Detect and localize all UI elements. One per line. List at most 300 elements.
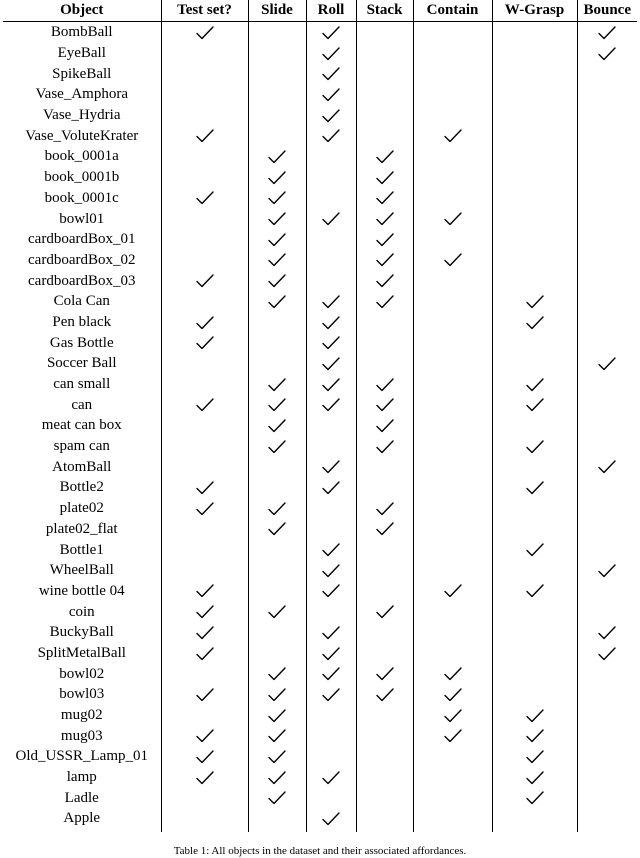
checkmark-icon	[268, 771, 286, 785]
slide-cell	[248, 601, 306, 622]
w-grasp-cell	[492, 767, 577, 788]
slide-cell	[248, 332, 306, 353]
roll-cell	[306, 705, 356, 726]
bounce-cell	[577, 270, 637, 291]
object-name-cell: WheelBall	[49, 562, 114, 579]
w-grasp-cell	[492, 746, 577, 767]
bounce-cell	[577, 63, 637, 84]
checkmark-icon	[268, 502, 286, 516]
test-set-cell	[161, 415, 248, 436]
test-set-cell	[161, 663, 248, 684]
bounce-cell	[577, 353, 637, 374]
bounce-cell	[577, 374, 637, 395]
contain-cell	[413, 477, 492, 498]
test-set-cell	[161, 84, 248, 105]
test-set-cell	[161, 22, 248, 43]
checkmark-icon	[268, 191, 286, 205]
checkmark-icon	[268, 233, 286, 247]
w-grasp-cell	[492, 601, 577, 622]
slide-cell	[248, 746, 306, 767]
contain-cell	[413, 208, 492, 229]
roll-cell	[306, 643, 356, 664]
w-grasp-cell	[492, 374, 577, 395]
checkmark-icon	[376, 522, 394, 536]
stack-cell	[356, 643, 413, 664]
slide-cell	[248, 622, 306, 643]
w-grasp-cell	[492, 560, 577, 581]
stack-cell	[356, 663, 413, 684]
header-test-set: Test set?	[161, 0, 248, 22]
roll-cell	[306, 291, 356, 312]
checkmark-icon	[376, 440, 394, 454]
checkmark-icon	[268, 295, 286, 309]
checkmark-icon	[526, 316, 544, 330]
checkmark-icon	[322, 688, 340, 702]
w-grasp-cell	[492, 725, 577, 746]
checkmark-icon	[376, 150, 394, 164]
stack-cell	[356, 146, 413, 167]
bounce-cell	[577, 312, 637, 333]
table-row	[3, 725, 637, 746]
stack-cell	[356, 560, 413, 581]
checkmark-icon	[444, 688, 462, 702]
roll-cell	[306, 498, 356, 519]
bounce-cell	[577, 725, 637, 746]
object-name-cell: Soccer Ball	[46, 355, 117, 372]
checkmark-icon	[598, 47, 616, 61]
table-row	[3, 374, 637, 395]
table-row	[3, 456, 637, 477]
table-row	[3, 146, 637, 167]
table-row	[3, 415, 637, 436]
roll-cell	[306, 208, 356, 229]
stack-cell	[356, 705, 413, 726]
w-grasp-cell	[492, 808, 577, 832]
stack-cell	[356, 22, 413, 43]
checkmark-icon	[322, 295, 340, 309]
checkmark-icon	[268, 419, 286, 433]
object-name-cell: SplitMetalBall	[37, 644, 126, 661]
w-grasp-cell	[492, 498, 577, 519]
stack-cell	[356, 353, 413, 374]
checkmark-icon	[196, 502, 214, 516]
object-name-cell: mug03	[60, 727, 103, 744]
table-row	[3, 684, 637, 705]
bounce-cell	[577, 146, 637, 167]
affordance-table-container	[3, 0, 637, 832]
contain-cell	[413, 167, 492, 188]
object-name-cell: AtomBall	[52, 458, 112, 475]
w-grasp-cell	[492, 270, 577, 291]
bounce-cell	[577, 601, 637, 622]
test-set-cell	[161, 498, 248, 519]
object-name-cell: meat can box	[41, 417, 122, 434]
test-set-cell	[161, 746, 248, 767]
roll-cell	[306, 519, 356, 540]
table-row	[3, 560, 637, 581]
w-grasp-cell	[492, 291, 577, 312]
stack-cell	[356, 436, 413, 457]
stack-cell	[356, 43, 413, 64]
slide-cell	[248, 705, 306, 726]
contain-cell	[413, 746, 492, 767]
contain-cell	[413, 374, 492, 395]
test-set-cell	[161, 146, 248, 167]
test-set-cell	[161, 519, 248, 540]
object-name-cell: Bottle1	[59, 541, 104, 558]
checkmark-icon	[376, 398, 394, 412]
test-set-cell	[161, 167, 248, 188]
bounce-cell	[577, 560, 637, 581]
header-slide: Slide	[248, 0, 306, 22]
test-set-cell	[161, 312, 248, 333]
table-body	[3, 22, 637, 832]
test-set-cell	[161, 539, 248, 560]
object-name-cell: book_0001c	[44, 189, 119, 206]
w-grasp-cell	[492, 705, 577, 726]
checkmark-icon	[376, 171, 394, 185]
test-set-cell	[161, 684, 248, 705]
slide-cell	[248, 270, 306, 291]
roll-cell	[306, 746, 356, 767]
test-set-cell	[161, 787, 248, 808]
object-name-cell: spam can	[53, 438, 110, 455]
roll-cell	[306, 188, 356, 209]
slide-cell	[248, 581, 306, 602]
slide-cell	[248, 229, 306, 250]
slide-cell	[248, 539, 306, 560]
stack-cell	[356, 415, 413, 436]
bounce-cell	[577, 622, 637, 643]
roll-cell	[306, 787, 356, 808]
w-grasp-cell	[492, 43, 577, 64]
slide-cell	[248, 394, 306, 415]
slide-cell	[248, 167, 306, 188]
table-row	[3, 394, 637, 415]
w-grasp-cell	[492, 208, 577, 229]
roll-cell	[306, 63, 356, 84]
object-name-cell: bowl02	[59, 665, 105, 682]
bounce-cell	[577, 208, 637, 229]
roll-cell	[306, 601, 356, 622]
header-bounce: Bounce	[577, 0, 637, 22]
table-row	[3, 229, 637, 250]
bounce-cell	[577, 519, 637, 540]
checkmark-icon	[322, 460, 340, 474]
object-name-cell: Ladle	[64, 789, 99, 806]
checkmark-icon	[268, 274, 286, 288]
stack-cell	[356, 312, 413, 333]
w-grasp-cell	[492, 188, 577, 209]
checkmark-icon	[376, 502, 394, 516]
roll-cell	[306, 581, 356, 602]
object-name-cell: Old_USSR_Lamp_01	[15, 748, 148, 765]
checkmark-icon	[444, 212, 462, 226]
table-row	[3, 581, 637, 602]
checkmark-icon	[376, 605, 394, 619]
stack-cell	[356, 188, 413, 209]
contain-cell	[413, 767, 492, 788]
object-name-cell: Cola Can	[53, 293, 110, 310]
checkmark-icon	[322, 398, 340, 412]
bounce-cell	[577, 663, 637, 684]
roll-cell	[306, 312, 356, 333]
checkmark-icon	[196, 771, 214, 785]
slide-cell	[248, 643, 306, 664]
checkmark-icon	[322, 26, 340, 40]
slide-cell	[248, 105, 306, 126]
test-set-cell	[161, 436, 248, 457]
checkmark-icon	[526, 543, 544, 557]
checkmark-icon	[376, 419, 394, 433]
object-name-cell: BombBall	[50, 24, 113, 41]
bounce-cell	[577, 643, 637, 664]
object-name-cell: Gas Bottle	[49, 334, 114, 351]
checkmark-icon	[268, 605, 286, 619]
stack-cell	[356, 622, 413, 643]
stack-cell	[356, 787, 413, 808]
w-grasp-cell	[492, 146, 577, 167]
stack-cell	[356, 725, 413, 746]
test-set-cell	[161, 374, 248, 395]
table-row	[3, 43, 637, 64]
checkmark-icon	[268, 440, 286, 454]
roll-cell	[306, 353, 356, 374]
object-name-cell: coin	[68, 603, 95, 620]
w-grasp-cell	[492, 519, 577, 540]
roll-cell	[306, 250, 356, 271]
w-grasp-cell	[492, 456, 577, 477]
checkmark-icon	[322, 109, 340, 123]
roll-cell	[306, 663, 356, 684]
table-row	[3, 539, 637, 560]
checkmark-icon	[322, 88, 340, 102]
checkmark-icon	[196, 316, 214, 330]
slide-cell	[248, 353, 306, 374]
checkmark-icon	[376, 253, 394, 267]
test-set-cell	[161, 581, 248, 602]
stack-cell	[356, 498, 413, 519]
bounce-cell	[577, 125, 637, 146]
bounce-cell	[577, 250, 637, 271]
checkmark-icon	[268, 688, 286, 702]
checkmark-icon	[268, 729, 286, 743]
table-row	[3, 332, 637, 353]
test-set-cell	[161, 208, 248, 229]
contain-cell	[413, 560, 492, 581]
checkmark-icon	[444, 584, 462, 598]
object-name-cell: wine bottle 04	[38, 582, 125, 599]
object-name-cell: Pen black	[52, 313, 112, 330]
checkmark-icon	[322, 626, 340, 640]
checkmark-icon	[444, 667, 462, 681]
object-name-cell: Apple	[63, 810, 101, 827]
contain-cell	[413, 498, 492, 519]
bounce-cell	[577, 477, 637, 498]
contain-cell	[413, 787, 492, 808]
table-row	[3, 22, 637, 43]
checkmark-icon	[526, 440, 544, 454]
bounce-cell	[577, 581, 637, 602]
checkmark-icon	[322, 771, 340, 785]
header-roll: Roll	[306, 0, 356, 22]
table-header	[3, 0, 637, 22]
checkmark-icon	[322, 543, 340, 557]
slide-cell	[248, 374, 306, 395]
roll-cell	[306, 539, 356, 560]
test-set-cell	[161, 43, 248, 64]
checkmark-icon	[268, 212, 286, 226]
contain-cell	[413, 415, 492, 436]
object-name-cell: EyeBall	[57, 45, 106, 62]
stack-cell	[356, 332, 413, 353]
roll-cell	[306, 808, 356, 832]
w-grasp-cell	[492, 663, 577, 684]
object-name-cell: mug02	[60, 707, 103, 724]
stack-cell	[356, 374, 413, 395]
w-grasp-cell	[492, 436, 577, 457]
stack-cell	[356, 105, 413, 126]
test-set-cell	[161, 105, 248, 126]
table-row	[3, 353, 637, 374]
bounce-cell	[577, 436, 637, 457]
stack-cell	[356, 684, 413, 705]
checkmark-icon	[322, 647, 340, 661]
checkmark-icon	[598, 647, 616, 661]
w-grasp-cell	[492, 643, 577, 664]
roll-cell	[306, 374, 356, 395]
table-row	[3, 208, 637, 229]
object-name-cell: Bottle2	[59, 479, 104, 496]
bounce-cell	[577, 456, 637, 477]
checkmark-icon	[598, 460, 616, 474]
stack-cell	[356, 63, 413, 84]
contain-cell	[413, 332, 492, 353]
checkmark-icon	[598, 26, 616, 40]
table-row	[3, 519, 637, 540]
slide-cell	[248, 146, 306, 167]
roll-cell	[306, 43, 356, 64]
roll-cell	[306, 146, 356, 167]
checkmark-icon	[322, 67, 340, 81]
roll-cell	[306, 270, 356, 291]
stack-cell	[356, 601, 413, 622]
checkmark-icon	[526, 584, 544, 598]
test-set-cell	[161, 353, 248, 374]
checkmark-icon	[376, 295, 394, 309]
roll-cell	[306, 456, 356, 477]
table-row	[3, 105, 637, 126]
w-grasp-cell	[492, 787, 577, 808]
header-row	[3, 0, 637, 22]
contain-cell	[413, 229, 492, 250]
test-set-cell	[161, 125, 248, 146]
roll-cell	[306, 105, 356, 126]
roll-cell	[306, 394, 356, 415]
stack-cell	[356, 291, 413, 312]
object-name-cell: BuckyBall	[49, 624, 114, 641]
roll-cell	[306, 622, 356, 643]
checkmark-icon	[268, 150, 286, 164]
slide-cell	[248, 250, 306, 271]
contain-cell	[413, 394, 492, 415]
w-grasp-cell	[492, 22, 577, 43]
bounce-cell	[577, 684, 637, 705]
test-set-cell	[161, 767, 248, 788]
checkmark-icon	[196, 398, 214, 412]
object-name-cell: can small	[53, 376, 111, 393]
checkmark-icon	[322, 47, 340, 61]
table-row	[3, 622, 637, 643]
contain-cell	[413, 643, 492, 664]
contain-cell	[413, 188, 492, 209]
bounce-cell	[577, 787, 637, 808]
slide-cell	[248, 125, 306, 146]
w-grasp-cell	[492, 84, 577, 105]
roll-cell	[306, 332, 356, 353]
table-row	[3, 767, 637, 788]
stack-cell	[356, 229, 413, 250]
slide-cell	[248, 725, 306, 746]
roll-cell	[306, 84, 356, 105]
roll-cell	[306, 767, 356, 788]
stack-cell	[356, 746, 413, 767]
bounce-cell	[577, 539, 637, 560]
table-row	[3, 84, 637, 105]
test-set-cell	[161, 808, 248, 832]
object-name-cell: bowl01	[59, 210, 105, 227]
contain-cell	[413, 539, 492, 560]
checkmark-icon	[196, 605, 214, 619]
object-name-cell: plate02	[59, 500, 104, 517]
stack-cell	[356, 125, 413, 146]
slide-cell	[248, 415, 306, 436]
bounce-cell	[577, 291, 637, 312]
table-row	[3, 125, 637, 146]
roll-cell	[306, 684, 356, 705]
w-grasp-cell	[492, 622, 577, 643]
header-stack: Stack	[356, 0, 413, 22]
roll-cell	[306, 725, 356, 746]
checkmark-icon	[376, 233, 394, 247]
checkmark-icon	[268, 791, 286, 805]
checkmark-icon	[322, 357, 340, 371]
checkmark-icon	[444, 729, 462, 743]
header-w-grasp: W-Grasp	[492, 0, 577, 22]
w-grasp-cell	[492, 167, 577, 188]
roll-cell	[306, 415, 356, 436]
contain-cell	[413, 43, 492, 64]
checkmark-icon	[526, 791, 544, 805]
contain-cell	[413, 22, 492, 43]
checkmark-icon	[376, 378, 394, 392]
checkmark-icon	[376, 191, 394, 205]
header-contain: Contain	[413, 0, 492, 22]
bounce-cell	[577, 746, 637, 767]
checkmark-icon	[322, 481, 340, 495]
bounce-cell	[577, 105, 637, 126]
checkmark-icon	[376, 667, 394, 681]
table-row	[3, 436, 637, 457]
checkmark-icon	[322, 584, 340, 598]
checkmark-icon	[268, 522, 286, 536]
checkmark-icon	[268, 253, 286, 267]
contain-cell	[413, 601, 492, 622]
checkmark-icon	[376, 688, 394, 702]
contain-cell	[413, 291, 492, 312]
checkmark-icon	[268, 171, 286, 185]
test-set-cell	[161, 601, 248, 622]
